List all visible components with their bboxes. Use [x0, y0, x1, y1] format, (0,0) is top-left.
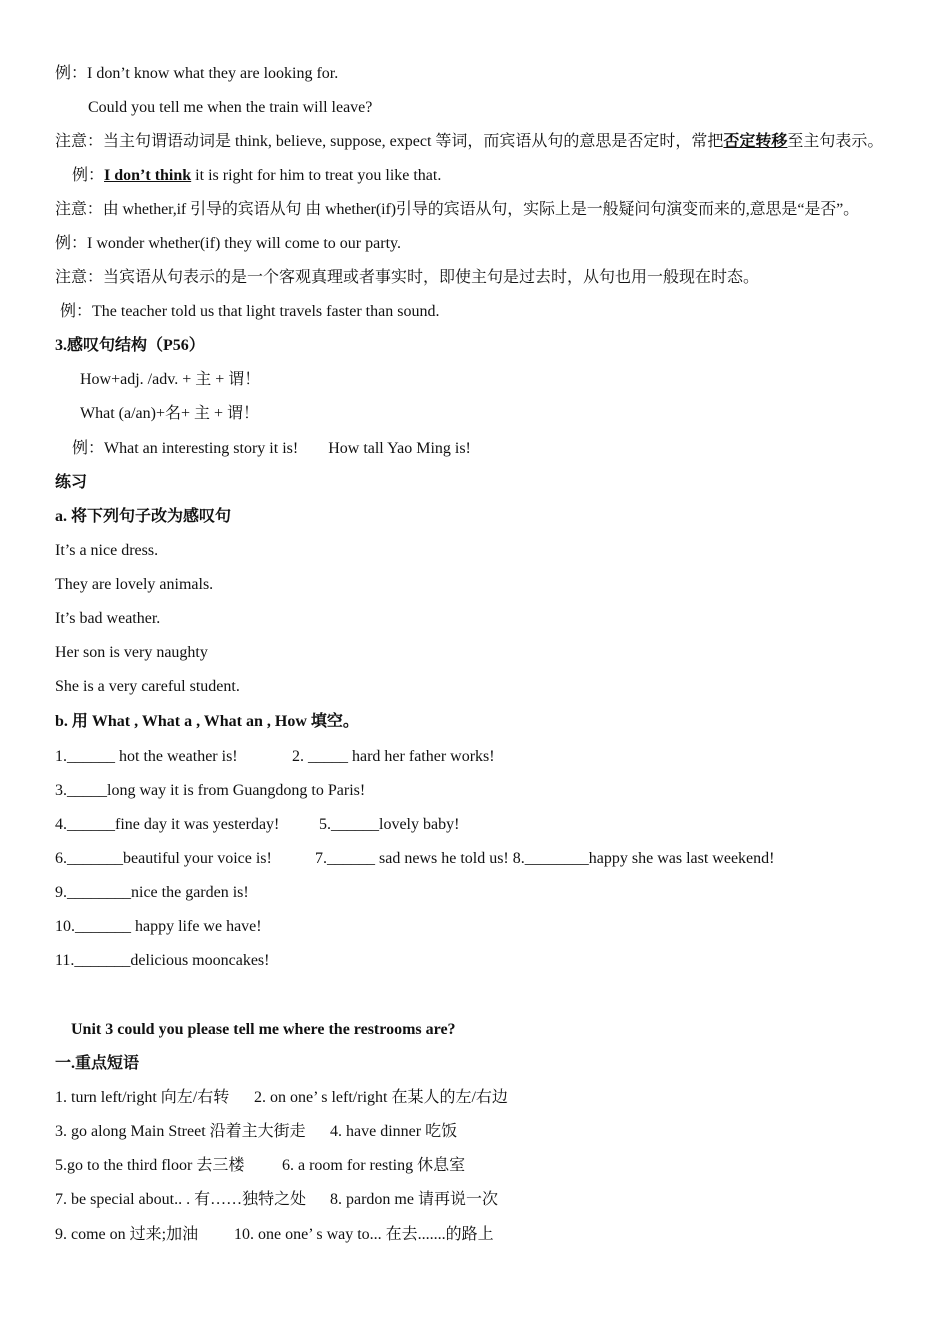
exercise-item: 3._____long way it is from Guangdong to Paris!: [55, 782, 366, 799]
example-line: [72, 166, 441, 186]
note-text: 注意：当主句谓语动词是 think, believe, suppose, expect 等词，而宾语从句的意思是否定时，常把: [55, 133, 724, 150]
exercise-item: She is a very careful student.: [55, 678, 240, 695]
example-line: Could you tell me when the train will leave?: [88, 99, 373, 116]
example-text: I don’t know what they are looking for.: [87, 65, 339, 82]
exercise-item: 7.______ sad news he told us! 8.________happy she was last weekend!: [315, 850, 775, 867]
phrase-item: 2. on one’ s left/right 在某人的左/右边: [254, 1089, 508, 1106]
note-line: 注意：当宾语从句表示的是一个客观真理或者事实时，即使主句是过去时，从句也用一般现在时态。: [55, 269, 760, 286]
section-heading: 3.感叹句结构（P56）: [55, 337, 205, 354]
example-label: 例：: [72, 440, 105, 457]
example-text: What an interesting story it is!: [104, 440, 299, 457]
unit-title: Unit 3 could you please tell me where the restrooms are?: [71, 1021, 456, 1038]
example-label: 例：: [55, 65, 88, 82]
exercise-item: It’s bad weather.: [55, 610, 161, 627]
phrase-item: 8. pardon me 请再说一次: [330, 1191, 498, 1208]
exercise-heading: b. 用 What , What a , What an , How 填空。: [55, 713, 359, 730]
note-line: 注意：由 whether,if 引导的宾语从句 由 whether(if)引导的宾语从句，实际上是一般疑问句演变而来的,意思是“是否”。: [55, 201, 860, 218]
phrase-item: 3. go along Main Street 沿着主大街走: [55, 1123, 306, 1140]
example-emphasis: I don’t think: [104, 167, 192, 184]
exercise-item: It’s a nice dress.: [55, 542, 159, 559]
exercise-item: 1.______ hot the weather is!: [55, 748, 238, 765]
example-label: 例：: [72, 167, 105, 184]
exercise-item: 10._______ happy life we have!: [55, 918, 262, 935]
exercise-item: 6._______beautiful your voice is!: [55, 850, 272, 867]
note-emphasis: 否定转移: [723, 133, 788, 150]
phrases-heading: 一.重点短语: [55, 1055, 140, 1072]
exercise-item: 2. _____ hard her father works!: [292, 748, 495, 765]
note-text: 至主句表示。: [787, 133, 884, 150]
exercise-heading: a. 将下列句子改为感叹句: [55, 508, 232, 525]
phrase-item: 1. turn left/right 向左/右转: [55, 1089, 230, 1106]
phrase-item: 4. have dinner 吃饭: [330, 1123, 458, 1140]
example-line: 例：The teacher told us that light travels faster than sound.: [60, 303, 440, 320]
phrase-item: 6. a room for resting 休息室: [282, 1157, 466, 1174]
phrase-item: 5.go to the third floor 去三楼: [55, 1157, 245, 1174]
exercise-item: 4.______fine day it was yesterday!: [55, 816, 280, 833]
pattern-line: What (a/an)+名+ 主 + 谓！: [80, 405, 260, 422]
practice-heading: 练习: [55, 474, 88, 491]
exercise-item: 5.______lovely baby!: [319, 816, 460, 833]
exercise-item: 9.________nice the garden is!: [55, 884, 249, 901]
note-line: [55, 132, 883, 152]
pattern-line: How+adj. /adv. + 主 + 谓！: [80, 371, 261, 388]
exercise-item: 11._______delicious mooncakes!: [55, 952, 270, 969]
example-text: it is right for him to treat you like that.: [191, 167, 442, 184]
phrase-item: 9. come on 过来;加油: [55, 1226, 199, 1243]
phrase-item: 10. one one’ s way to... 在去.......的路上: [234, 1226, 494, 1243]
example-text: How tall Yao Ming is!: [328, 440, 471, 457]
exercise-item: They are lovely animals.: [55, 576, 214, 593]
example-line: 例：I wonder whether(if) they will come to our party.: [55, 235, 401, 252]
phrase-item: 7. be special about.. . 有……独特之处: [55, 1191, 307, 1208]
example-line: [72, 439, 471, 459]
example-line: [55, 64, 338, 84]
exercise-item: Her son is very naughty: [55, 644, 208, 661]
